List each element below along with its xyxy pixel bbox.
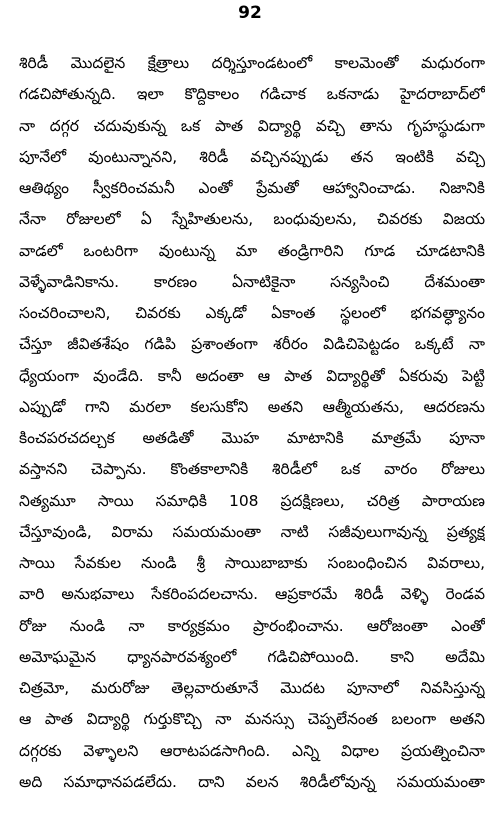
text-line: నిత్యమూ సాయి సమాధికి 108 ప్రదక్షిణలు, చరిత్ర పారాయణ <box>19 491 485 510</box>
text-line: ఆతిథ్యం స్వీకరించమనీ ఎంతో ప్రేమతో ఆహ్వానించాడు. నిజానికి <box>19 179 485 197</box>
text-line: వాడలో ఒంటరిగా వుంటున్న మా తండ్రిగారిని గూడ చూడటానికి <box>19 241 485 260</box>
text-line: వారి అనుభవాలు సేకరింపదలచాను. ఆప్రకారమే శిరిడీ వెళ్ళి రెండవ <box>19 585 485 604</box>
text-line: నేనా రోజులలో ఏ స్నేహితులను, బంధువులను, చివరకు విజయ <box>19 210 485 229</box>
text-line: నా దగ్గర చదువుకున్న ఒక పాత విద్యార్థి వచ్చి తాను గృహస్థుడుగా <box>19 116 485 135</box>
text-line: ధ్యేయంగా వుండేది. కానీ అదంతా ఆ పాత విద్యార్థితో ఏకరువు పెట్టి <box>19 366 485 385</box>
text-line: చేస్తూవుండి, విరామ సమయమంతా నాటి సజీవులుగావున్న ప్రత్యక్ష <box>19 522 485 541</box>
text-line: వస్తానని చెప్పాను. కొంతకాలానికి శిరిడీలో ఒక వారం రోజులు <box>19 460 485 479</box>
text-line: అమోఘమైన ధ్యానపారవశ్యంలో గడిచిపోయింది. కాని అదేమి <box>19 647 485 666</box>
text-line: శిరిడీ మొదలైన క్షేత్రాలు దర్శిస్తూండటంలో కాలమెంతో మధురంగా <box>19 54 485 72</box>
text-line: చిత్రమో, మరురోజు తెల్లవారుతూనే మొదట పూనాలో నివసిస్తున్న <box>19 679 485 697</box>
text-line: అది సమాధానపడలేదు. దాని వలన శిరిడీలోవున్న సమయమంతా <box>19 772 485 791</box>
text-line: దగ్గరకు వెళ్ళాలని ఆరాటపడసాగింది. ఎన్ని విధాల ప్రయత్నించినా <box>19 741 485 760</box>
text-line: ఆ పాత విద్యార్థి గుర్తుకొచ్చి నా మనస్సు చెప్పలేనంత బలంగా అతని <box>19 710 485 729</box>
text-line: గడచిపోతున్నది. ఇలా కొద్దికాలం గడిచాక ఒకనాడు హైదరాబాద్‌లో <box>19 85 485 104</box>
text-line: చేస్తూ జీవితశేషం గడిపి ప్రశాంతంగా శరీరం విడిచిపెట్టడం ఒక్కటే నా <box>19 335 485 354</box>
text-line: వెళ్ళేవాడినికాను. కారణం ఏనాటికైనా సన్యసించి దేశమంతా <box>19 272 485 291</box>
text-line: ఎప్పుడో గాని మరలా కలసుకోని అతని ఆత్మీయతను, ఆదరణను <box>19 397 485 416</box>
text-line: సంచరించాలని, చివరకు ఎక్కడో ఏకాంత స్థలంలో భగవత్ధ్యానం <box>19 304 485 322</box>
text-line: పూనేలో వుంటున్నానని, శిరిడీ వచ్చినప్పుడు తన ఇంటికి వచ్చి <box>19 147 485 166</box>
page-body-text <box>19 48 485 798</box>
page-number: 92 <box>238 3 262 23</box>
text-line: కించపరచదల్చక అతడితో మొహ మాటానికి మాత్రమే పూనా <box>19 429 485 447</box>
text-line: రోజు నుండి నా కార్యక్రమం ప్రారంభించాను. ఆరోజంతా ఎంతో <box>19 616 485 635</box>
text-line: సాయి సేవకుల నుండి శ్రీ సాయిబాబాకు సంబంధించిన వివరాలు, <box>19 554 485 572</box>
